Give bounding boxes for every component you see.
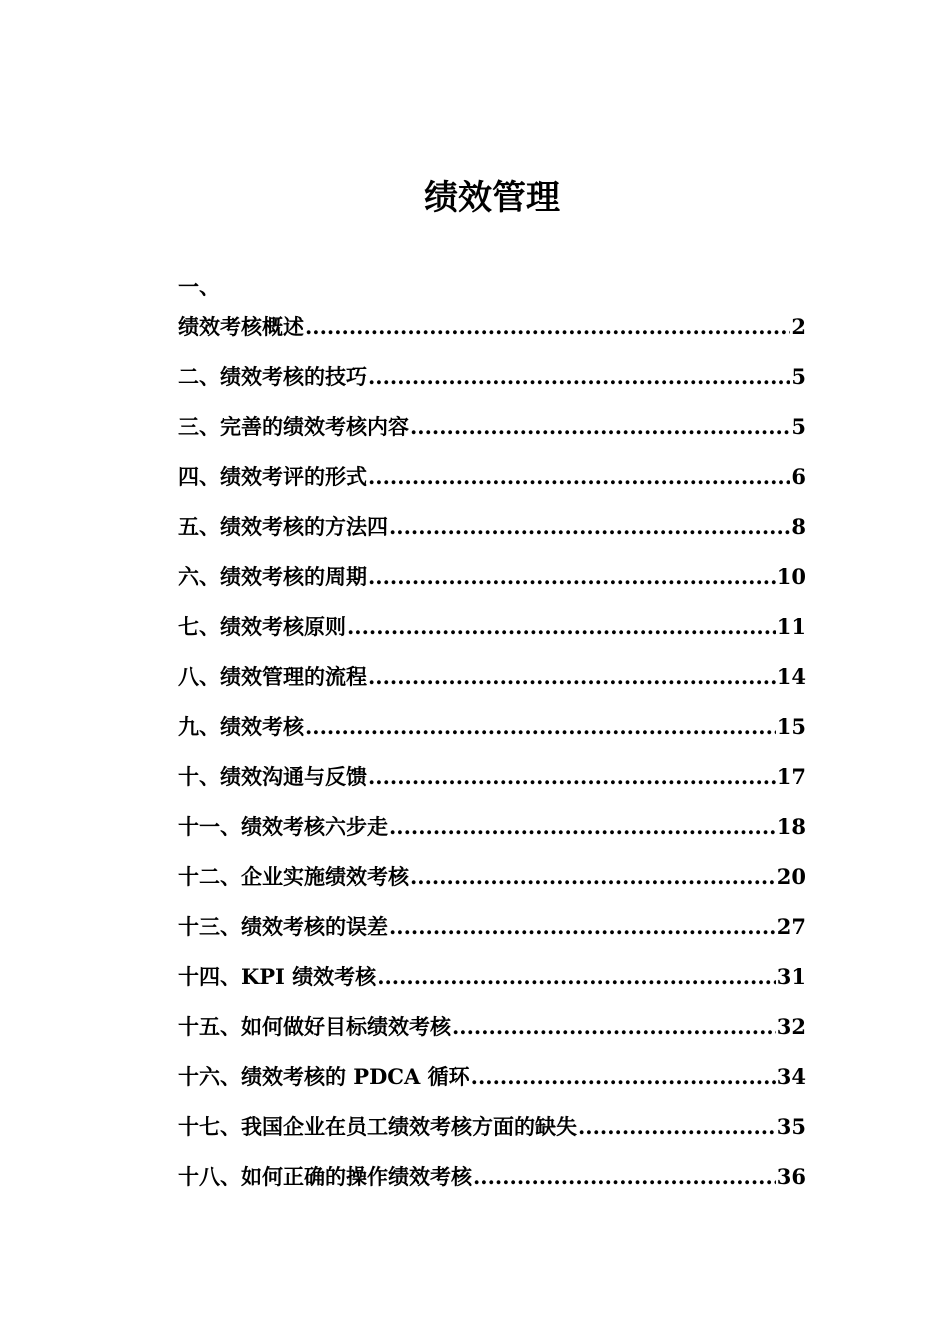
toc-page-number: 6: [791, 464, 806, 489]
toc-entry[interactable]: [178, 1092, 806, 1142]
toc-page-number: 2: [791, 314, 806, 339]
toc-entry-label: 四、绩效考评的形式: [178, 464, 367, 489]
toc-page-number: 17: [776, 764, 806, 789]
toc-entry-label: 十三、绩效考核的误差: [178, 914, 388, 939]
toc-entry-label: 五、绩效考核的方法四: [178, 514, 388, 539]
toc-entry-label: 十、绩效沟通与反馈: [178, 764, 367, 789]
toc-page-number: 32: [776, 1014, 806, 1039]
toc-entry-label: 十八、如何正确的操作绩效考核: [178, 1164, 472, 1189]
toc-entry[interactable]: [178, 542, 806, 592]
toc-entry-label: 十六、绩效考核的 PDCA 循环: [178, 1064, 470, 1089]
toc-list: [178, 302, 806, 1192]
toc-dot-leader: [368, 662, 776, 692]
toc-entry[interactable]: [178, 592, 806, 642]
toc-entry[interactable]: [178, 742, 806, 792]
toc-entry-label: 三、完善的绩效考核内容: [178, 414, 409, 439]
document-title: 绩效管理: [424, 178, 560, 218]
toc-page-number: 18: [776, 814, 806, 839]
toc-page-number: 5: [791, 364, 806, 389]
toc-entry[interactable]: [178, 692, 806, 742]
toc-page-number: 31: [776, 964, 806, 989]
toc-entry[interactable]: [178, 1142, 806, 1192]
toc-entry-label: 八、绩效管理的流程: [178, 664, 367, 689]
toc-entry[interactable]: [178, 392, 806, 442]
toc-first-prefix: 一、: [178, 274, 220, 299]
toc-entry[interactable]: [178, 892, 806, 942]
toc-entry-label: 十五、如何做好目标绩效考核: [178, 1014, 451, 1039]
table-of-contents: [178, 272, 806, 1192]
toc-entry[interactable]: [178, 1042, 806, 1092]
toc-entry[interactable]: [178, 342, 806, 392]
toc-entry-label: 十二、企业实施绩效考核: [178, 864, 409, 889]
toc-dot-leader: [305, 312, 790, 342]
toc-page-number: 8: [791, 514, 806, 539]
toc-entry-label: 十四、KPI 绩效考核: [178, 964, 377, 989]
toc-dot-leader: [389, 512, 790, 542]
toc-dot-leader: [389, 812, 776, 842]
toc-dot-leader: [410, 862, 776, 892]
toc-dot-leader: [368, 762, 776, 792]
toc-entry-label: 九、绩效考核: [178, 714, 304, 739]
toc-dot-leader: [452, 1012, 776, 1042]
toc-page-number: 14: [776, 664, 806, 689]
toc-entry[interactable]: [178, 942, 806, 992]
toc-page-number: 11: [776, 614, 806, 639]
toc-entry[interactable]: [178, 302, 806, 342]
toc-dot-leader: [368, 462, 790, 492]
toc-entry-label: 十一、绩效考核六步走: [178, 814, 388, 839]
toc-entry-label: 六、绩效考核的周期: [178, 564, 367, 589]
toc-entry-label: 绩效考核概述: [178, 314, 304, 339]
toc-entry-label: 十七、我国企业在员工绩效考核方面的缺失: [178, 1114, 577, 1139]
toc-page-number: 10: [776, 564, 806, 589]
toc-dot-leader: [305, 712, 776, 742]
toc-page-number: 35: [776, 1114, 806, 1139]
toc-page-number: 34: [776, 1064, 806, 1089]
toc-entry-label: 七、绩效考核原则: [178, 614, 346, 639]
toc-dot-leader: [389, 912, 776, 942]
toc-page-number: 5: [791, 414, 806, 439]
toc-dot-leader: [473, 1162, 776, 1192]
toc-dot-leader: [377, 962, 776, 992]
toc-dot-leader: [368, 562, 776, 592]
toc-page-number: 15: [776, 714, 806, 739]
toc-page-number: 27: [776, 914, 806, 939]
toc-page-number: 20: [776, 864, 806, 889]
toc-dot-leader: [578, 1112, 776, 1142]
toc-entry[interactable]: [178, 792, 806, 842]
toc-dot-leader: [471, 1062, 776, 1092]
toc-dot-leader: [368, 362, 790, 392]
toc-entry[interactable]: [178, 642, 806, 692]
toc-entry[interactable]: [178, 842, 806, 892]
toc-entry[interactable]: [178, 992, 806, 1042]
toc-entry[interactable]: [178, 492, 806, 542]
toc-dot-leader: [410, 412, 790, 442]
toc-entry[interactable]: [178, 442, 806, 492]
toc-entry-label: 二、绩效考核的技巧: [178, 364, 367, 389]
toc-page-number: 36: [776, 1164, 806, 1189]
toc-dot-leader: [347, 612, 776, 642]
